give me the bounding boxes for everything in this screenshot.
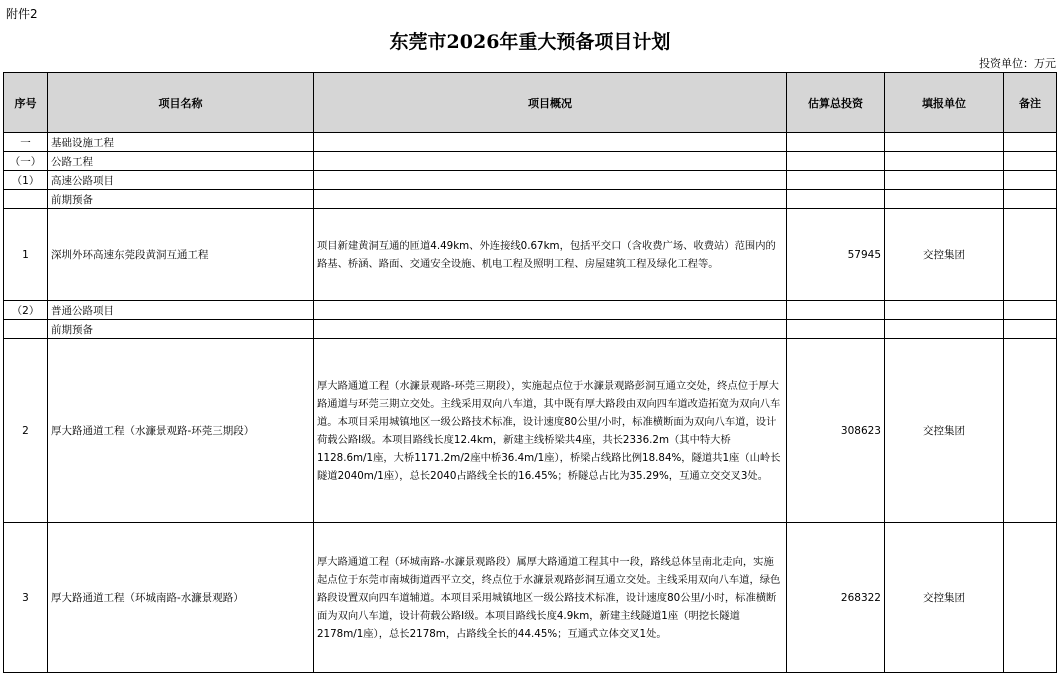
table-row [4,209,1057,301]
row-name: 前期预备 [48,320,314,339]
investment-unit-note: 投资单位：万元 [979,57,1056,70]
row-overview [314,301,787,320]
row-seq: 一 [4,133,48,152]
header-unit: 填报单位 [885,73,1004,133]
row-investment: 268322 [787,523,885,673]
row-seq [4,320,48,339]
header-investment: 估算总投资 [787,73,885,133]
row-seq: （1） [4,171,48,190]
header-name: 项目名称 [48,73,314,133]
row-unit [885,152,1004,171]
row-unit [885,190,1004,209]
table-row [4,152,1057,171]
row-investment: 308623 [787,339,885,523]
row-seq: （一） [4,152,48,171]
attachment-label: 附件2 [6,7,38,21]
row-overview [314,152,787,171]
table-row [4,523,1057,673]
row-remark [1004,320,1057,339]
project-plan-table [3,72,1057,673]
row-remark [1004,339,1057,523]
row-seq: 1 [4,209,48,301]
row-remark [1004,301,1057,320]
row-overview [314,190,787,209]
table-header-row [4,73,1057,133]
row-remark [1004,523,1057,673]
table-row [4,190,1057,209]
row-unit: 交控集团 [885,339,1004,523]
table-row [4,320,1057,339]
row-overview: 厚大路通道工程（环城南路-水濂景观路段）属厚大路通道工程其中一段，路线总体呈南北走向，实施起点位于东莞市南城街道西平立交，终点位于水濂景观路彭洞互通立交处。主线采用双向八车道，绿色路段设置双向四车道辅道。本项目采用城镇地区一级公路技术标准，设计速度80公里/小时，标准横断面为双向八车道，设计荷载公路I级。本项目路线长度4.9km，新建主线隧道1座（明挖长隧道2178m/1座），总长2178m，占路线全长的44.45%；互通式立体交叉1处。 [314,523,787,673]
row-remark [1004,209,1057,301]
table-row [4,133,1057,152]
row-remark [1004,133,1057,152]
row-investment [787,301,885,320]
row-unit: 交控集团 [885,209,1004,301]
row-name: 公路工程 [48,152,314,171]
row-overview: 项目新建黄洞互通的匝道4.49km、外连接线0.67km，包括平交口（含收费广场、收费站）范围内的路基、桥涵、路面、交通安全设施、机电工程及照明工程、房屋建筑工程及绿化工程等。 [314,209,787,301]
row-name: 基础设施工程 [48,133,314,152]
row-investment: 57945 [787,209,885,301]
row-name: 厚大路通道工程（环城南路-水濂景观路） [48,523,314,673]
row-overview [314,320,787,339]
row-investment [787,190,885,209]
row-remark [1004,190,1057,209]
row-unit: 交控集团 [885,523,1004,673]
row-name: 普通公路项目 [48,301,314,320]
row-unit [885,301,1004,320]
document-title: 东莞市2026年重大预备项目计划 [389,31,671,53]
row-investment [787,320,885,339]
row-overview [314,171,787,190]
table-row [4,171,1057,190]
row-remark [1004,152,1057,171]
row-name: 前期预备 [48,190,314,209]
row-seq [4,190,48,209]
row-name: 深圳外环高速东莞段黄洞互通工程 [48,209,314,301]
table-row [4,339,1057,523]
row-name: 厚大路通道工程（水濂景观路-环莞三期段） [48,339,314,523]
header-remark: 备注 [1004,73,1057,133]
row-name: 高速公路项目 [48,171,314,190]
row-unit [885,320,1004,339]
table-row [4,301,1057,320]
row-investment [787,152,885,171]
row-investment [787,171,885,190]
row-seq: 3 [4,523,48,673]
header-seq: 序号 [4,73,48,133]
row-seq: 2 [4,339,48,523]
row-unit [885,133,1004,152]
row-seq: （2） [4,301,48,320]
row-investment [787,133,885,152]
row-unit [885,171,1004,190]
row-remark [1004,171,1057,190]
header-overview: 项目概况 [314,73,787,133]
row-overview: 厚大路通道工程（水濂景观路-环莞三期段），实施起点位于水濂景观路彭洞互通立交处，终点位于厚大路通道与环莞三期立交处。主线采用双向八车道，其中既有厚大路段由双向四车道改造拓宽为双向八车道。本项目采用城镇地区一级公路技术标准，设计速度80公里/小时，标准横断面为双向八车道，设计荷载公路I级。本项目路线长度12.4km，新建主线桥梁共4座，共长2336.2m（其中特大桥1128.6m/1座，大桥1171.2m/2座中桥36.4m/1座），桥梁占线路比例18.84%，隧道共1座（山岭长隧道2040m/1座），总长2040占路线全长的16.45%；桥隧总占比为35.29%，互通立交交叉3处。 [314,339,787,523]
row-overview [314,133,787,152]
